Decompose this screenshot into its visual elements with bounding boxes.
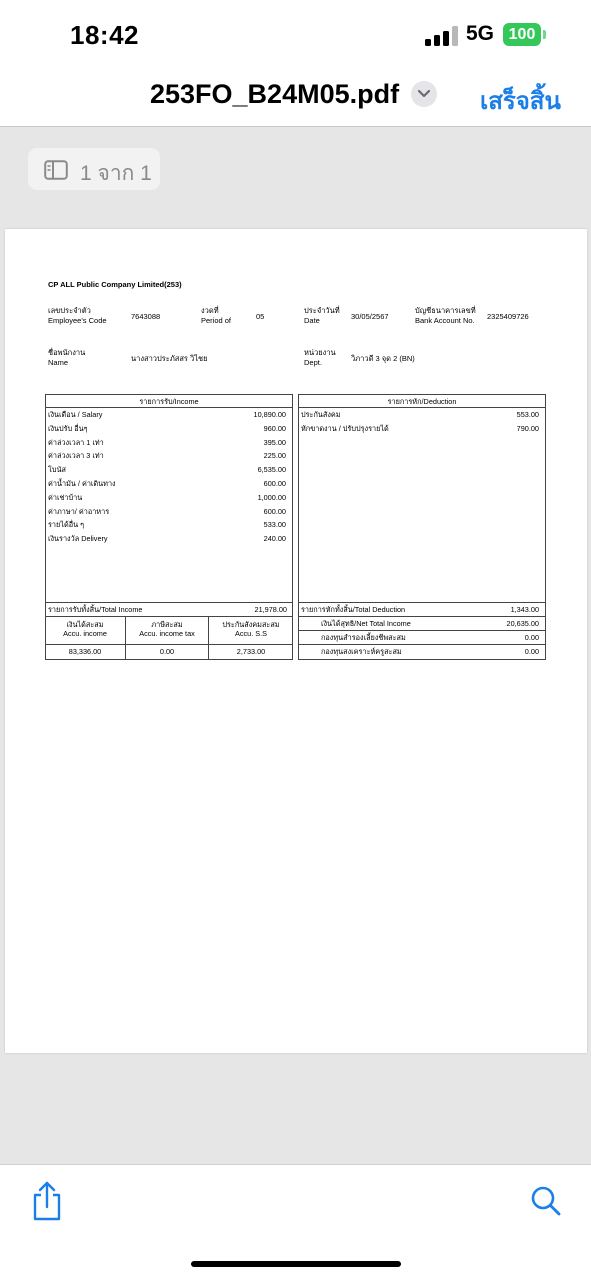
income-item-value: 600.00 [263,478,286,488]
net-divider-2 [298,644,546,645]
income-list [48,410,288,548]
income-item-row [48,493,288,507]
name-label-th: ชื่อพนักงาน [48,348,86,357]
period-value: 05 [256,312,265,321]
deduction-item-label: ประกันสังคม [301,410,341,419]
income-item-label: เงินรางวัล Delivery [48,534,108,544]
share-icon [30,1181,64,1221]
income-item-value: 6,535.00 [257,465,286,475]
dept-label-th: หน่วยงาน [304,348,336,357]
status-time: 18:42 [70,20,139,50]
income-item-value: 533.00 [263,520,286,530]
income-item-row [48,410,288,424]
income-item-label: ค่าล่วงเวลา 3 เท่า [48,451,104,461]
employee-code-label-th: เลขประจำตัว [48,306,91,315]
cellular-signal-icon [425,26,459,46]
accu-tax-th: ภาษีสะสม [151,620,183,629]
income-item-row [48,424,288,438]
done-button[interactable]: เสร็จสิ้น [480,88,561,115]
sidebar-icon [44,160,68,180]
search-icon [530,1185,562,1217]
income-item-label: รายได้อื่น ๆ [48,520,85,530]
date-label [304,306,340,326]
deduction-list [301,410,541,438]
battery-tip [543,30,546,39]
accu-ss-th: ประกันสังคมสะสม [222,620,280,629]
accu-tax-en: Accu. income tax [139,629,195,638]
income-item-row [48,534,288,548]
dept-label [304,348,336,368]
deduction-item-value: 790.00 [516,423,539,433]
deduction-item-value: 553.00 [516,410,539,419]
status-bar [0,0,591,70]
income-item-label: เงินปรับ อื่นๆ [48,423,88,433]
employee-code-label [48,306,107,326]
pdf-page [5,229,587,1053]
bank-account-label-th: บัญชีธนาคารเลขที่ [415,306,476,315]
income-item-row [48,465,288,479]
search-button[interactable] [530,1185,562,1222]
employee-code-label-en: Employee's Code [48,316,107,325]
net-divider-1 [298,630,546,631]
provident-fund-label: กองทุนสำรองเลี้ยงชีพสะสม [321,633,406,642]
income-item-label: โบนัส [48,465,66,475]
share-button[interactable] [30,1181,64,1226]
employee-code-value: 7643088 [131,312,161,321]
teacher-fund-value: 0.00 [524,647,539,656]
income-item-label: ค่าล่วงเวลา 1 เท่า [48,437,104,447]
income-item-label: ค่าน้ำมัน / ค่าเดินทาง [48,478,116,488]
income-total-divider [45,602,293,603]
income-item-label: ค่าภาษา/ ค่าอาหาร [48,506,110,516]
teacher-fund-label: กองทุนสงเคราะห์ครูสะสม [321,647,402,656]
accu-tax-header [126,620,208,638]
deduction-item-row [301,424,541,438]
income-item-value: 225.00 [263,451,286,461]
accu-ss-en: Accu. S.S [234,629,268,638]
company-name: CP ALL Public Company Limited(253) [48,280,182,289]
deduction-item-label: หักขาดงาน / ปรับปรุงรายได้ [301,423,389,433]
period-label-th: งวดที่ [201,306,219,315]
name-label-en: Name [48,358,69,367]
nav-bar [0,70,591,127]
accu-income-value: 83,336.00 [68,647,102,656]
accu-ss-value: 2,733.00 [236,647,266,656]
accu-ss-header [209,620,293,638]
provident-fund-value: 0.00 [524,633,539,642]
period-label [201,306,231,326]
income-item-row [48,507,288,521]
deduction-header: รายการหัก/Deduction [387,397,457,406]
income-header: รายการรับ/Income [139,397,199,406]
name-label [48,348,85,368]
accumulated-divider [45,644,293,645]
total-deduction-value: 1,343.00 [510,605,539,614]
document-title[interactable]: 253FO_B24M05.pdf [150,79,400,109]
page-indicator-button[interactable] [28,148,160,190]
period-label-en: Period of [201,316,232,325]
income-item-value: 395.00 [263,437,286,447]
accu-tax-value: 0.00 [159,647,175,656]
net-income-value: 20,635.00 [506,619,539,628]
page-count-label: 1 จาก 1 [80,162,152,185]
bottom-toolbar [0,1164,591,1281]
accu-income-en: Accu. income [63,629,107,638]
total-income-label: รายการรับทั้งสิ้น/Total Income [48,605,143,614]
dept-label-en: Dept. [304,358,322,367]
battery-icon: 100 [503,23,541,46]
date-label-th: ประจำวันที่ [304,306,340,315]
date-value: 30/05/2567 [351,312,389,321]
income-item-value: 960.00 [263,423,286,433]
income-item-value: 600.00 [263,506,286,516]
home-indicator [191,1261,401,1267]
employee-name-value: นางสาวประภัสสร วิไชย [131,354,208,363]
income-item-row [48,520,288,534]
chevron-down-icon [417,89,431,99]
deduction-item-row [301,410,541,424]
date-label-en: Date [304,316,320,325]
income-item-value: 240.00 [263,534,286,544]
income-item-value: 10,890.00 [253,410,286,419]
total-deduction-label: รายการหักทั้งสิ้น/Total Deduction [301,605,406,614]
income-item-value: 1,000.00 [257,492,286,502]
accu-income-header [45,620,125,638]
bank-account-label-en: Bank Account No. [415,316,475,325]
title-menu-button[interactable] [411,81,437,107]
deduction-total-divider [298,602,546,603]
bank-account-label [415,306,476,326]
bank-account-value: 2325409726 [487,312,529,321]
net-income-label: เงินได้สุทธิ/Net Total Income [321,619,411,628]
dept-value: วิภาวดี 3 จุด 2 (BN) [351,354,415,363]
accu-income-th: เงินได้สะสม [66,620,104,629]
income-item-row [48,438,288,452]
income-item-row [48,479,288,493]
total-income-value: 21,978.00 [254,605,287,614]
income-item-row [48,451,288,465]
network-type: 5G [466,22,495,45]
income-item-label: ค่าเช่าบ้าน [48,492,83,502]
income-item-label: เงินเดือน / Salary [48,410,103,419]
